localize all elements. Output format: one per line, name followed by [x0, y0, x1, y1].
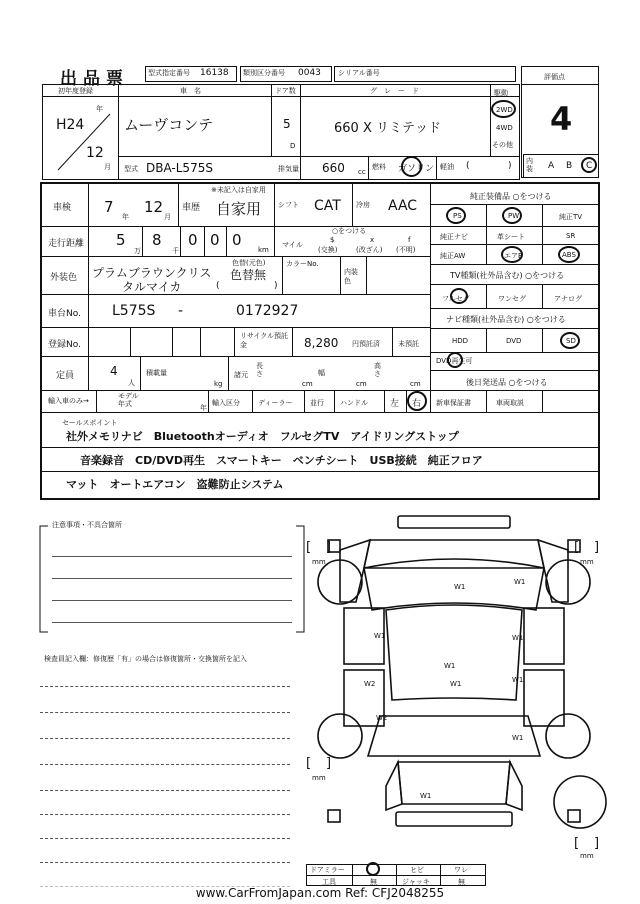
chassis-dash: - — [178, 303, 184, 319]
later-title: 後日発送品 ○をつける — [466, 378, 548, 387]
ac-label: 冷房 — [356, 201, 370, 209]
paren-open: ( — [466, 161, 470, 171]
color-label: 外装色 — [50, 273, 78, 283]
sym-x: x — [370, 236, 375, 244]
handle-right-circle — [407, 391, 427, 411]
dims-label: 諸元 — [234, 371, 248, 379]
type-label: 型式 — [124, 165, 138, 173]
footer-tools: 工具 — [322, 878, 336, 886]
equip-pw-circle — [502, 207, 522, 224]
color-name-1: プラムブラウンクリス — [92, 266, 212, 280]
tv-fullseg: フルセグ — [442, 295, 470, 303]
tv-title: TV種類(社外品含む) ○をつける — [450, 271, 565, 280]
recycle-deposited: 円預託済 — [352, 340, 380, 348]
model-spec-label: 型式指定番号 — [148, 69, 190, 77]
interior-c-circle — [581, 157, 597, 173]
mileage-label: 走行距離 — [48, 239, 85, 249]
mileage-digit-2: 8 — [152, 231, 162, 249]
class-no: 0043 — [298, 68, 321, 78]
equip-navi: 純正ナビ — [440, 233, 468, 241]
bracket-open: [ — [306, 540, 312, 555]
doors-value: 5 — [283, 117, 291, 131]
color-name-2: タルマイカ — [122, 280, 182, 294]
color-no-label: カラーNo. — [286, 260, 319, 268]
registration-label: 登録No. — [48, 340, 81, 350]
equipment-title: 純正装備品 ○をつける — [470, 192, 552, 201]
reki-value: 自家用 — [216, 200, 262, 218]
handle-label: ハンドル — [340, 399, 368, 407]
handle-right: 右 — [412, 399, 422, 409]
damage-mark: W1 — [512, 734, 524, 742]
damage-mark: W2 — [364, 680, 376, 688]
equip-airbag: エアB — [504, 252, 523, 260]
score-label: 評価点 — [544, 73, 565, 81]
mm-label: mm — [312, 558, 326, 566]
chassis-prefix: L575S — [112, 303, 156, 319]
equip-ps: PS — [453, 212, 462, 220]
sym-f: f — [408, 236, 411, 244]
car-name-label: 車 名 — [180, 87, 201, 95]
first-reg-month: 12 — [86, 145, 104, 161]
shaken-nen: 年 — [122, 213, 129, 221]
seats-unit: 人 — [128, 379, 135, 387]
serial-label: シリアル番号 — [338, 69, 380, 77]
damage-mark: W1 — [444, 662, 456, 670]
drive-other: その他 — [492, 141, 513, 149]
displacement-label: 排気量 — [278, 165, 299, 173]
load-label: 積載量 — [146, 369, 167, 377]
footer-mirror-circle — [366, 862, 380, 876]
equip-tv: 純正TV — [559, 213, 583, 221]
grade-value: 660 X リミテッド — [334, 121, 441, 136]
dvd-play-circle — [447, 352, 463, 368]
watermark: www.CarFromJapan.com Ref: CFJ2048255 — [0, 886, 640, 900]
damage-mark: W1 — [512, 676, 524, 684]
repaint-value: 色替無 — [230, 268, 267, 282]
drive-label: 駆動 — [494, 89, 508, 97]
damage-mark: W1 — [450, 680, 462, 688]
later-manual: 車両取説 — [496, 399, 524, 407]
reki-note: ※未記入は自家用 — [211, 186, 266, 194]
footer-crack: ヒビ — [410, 866, 424, 874]
damage-mark: W1 — [420, 792, 432, 800]
footer-dent: ワレ — [454, 866, 468, 874]
tv-oneseg: ワンセグ — [498, 295, 526, 303]
equip-ps-circle — [446, 207, 466, 224]
equip-pw: PW — [508, 212, 520, 220]
bracket-open: [ — [306, 756, 312, 771]
handle-left: 左 — [390, 399, 400, 409]
bracket-close: ] — [326, 756, 332, 771]
repaint-paren-open: ( — [216, 281, 220, 291]
fuel-gas-circle — [401, 156, 422, 177]
recycle-label: リサイクル預託金 — [240, 332, 289, 349]
mileage-exchange: (交換) — [318, 246, 338, 254]
bracket-close: ] — [326, 540, 332, 555]
tv-analog: アナログ — [554, 295, 582, 303]
bracket-open: [ — [574, 836, 580, 851]
nav-sd-circle — [560, 332, 580, 349]
damage-mark: W1 — [512, 634, 524, 642]
bracket-close: ] — [594, 540, 600, 555]
mile-label: マイル — [282, 241, 303, 249]
car-name: ムーヴコンテ — [124, 116, 214, 134]
damage-mark: W1 — [454, 583, 466, 591]
length-cm: cm — [302, 380, 313, 388]
seats-label: 定員 — [56, 371, 75, 381]
document-title: 出品票 — [60, 69, 129, 89]
shaken-label: 車検 — [53, 203, 72, 213]
footer-jack: ジャッキ — [402, 878, 430, 886]
mileage-digit-3: 0 — [188, 231, 198, 249]
sym-dollar: $ — [330, 236, 335, 244]
shaken-year: 7 — [104, 198, 114, 216]
fuel-label: 燃料 — [372, 163, 386, 171]
month-label: 月 — [104, 163, 111, 171]
equip-abs-circle — [558, 246, 580, 263]
sales-line-3: マット オートエアコン 盗難防止システム — [66, 478, 284, 491]
length-label: 長さ — [256, 362, 263, 378]
height-label: 高さ — [374, 362, 381, 378]
door-suffix: D — [290, 142, 296, 150]
model-year-nen: 年 — [200, 404, 207, 412]
sales-line-1: 社外メモリナビ Bluetoothオーディオ フルセグTV アイドリングストップ — [66, 430, 459, 443]
seats-value: 4 — [110, 364, 118, 378]
type-value: DBA-L575S — [146, 161, 213, 175]
height-cm: cm — [410, 380, 421, 388]
mileage-circle-note: ○をつける — [332, 227, 367, 235]
sales-label: セールスポイント — [62, 419, 118, 427]
nav-dvd: DVD — [506, 337, 522, 345]
interior-a: A — [548, 161, 555, 171]
first-reg-label: 初年度登録 — [58, 87, 93, 95]
mileage-man: 万 — [134, 247, 141, 255]
shift-value: CAT — [314, 198, 341, 214]
footer-tools-val: 無 — [370, 878, 377, 886]
chassis-number: 0172927 — [236, 303, 299, 319]
equip-leather: 革シート — [497, 233, 525, 241]
nav-sd: SD — [566, 337, 576, 345]
cc-unit: cc — [358, 168, 366, 176]
sales-line-2: 音楽録音 CD/DVD再生 スマートキー ベンチシート USB接続 純正フロア — [80, 454, 483, 467]
tv-fullseg-circle — [450, 288, 468, 304]
import-parallel: 並行 — [310, 399, 324, 407]
score-value: 4 — [550, 100, 573, 138]
drive-2wd-circle — [491, 100, 516, 118]
fuel-gas: ガソリン — [398, 164, 435, 174]
ac-value: AAC — [388, 198, 418, 214]
mm-label: mm — [312, 774, 326, 782]
interior-color-label: 内装色 — [344, 268, 358, 285]
nav-title: ナビ種類(社外品含む) ○をつける — [446, 315, 566, 324]
mileage-digit-1: 5 — [116, 231, 126, 249]
repaint-label: 色替(元色) — [232, 259, 266, 267]
width-cm: cm — [356, 380, 367, 388]
equip-sr: SR — [566, 232, 576, 240]
reki-label: 車歴 — [182, 203, 201, 213]
bracket-close: ] — [594, 836, 600, 851]
caution-bracket — [38, 524, 308, 636]
drive-2wd: 2WD — [496, 106, 513, 114]
mileage-unknown: (不明) — [396, 246, 416, 254]
import-category-label: 輸入区分 — [212, 399, 240, 407]
model-spec-no: 16138 — [200, 68, 229, 78]
import-label: 輸入車のみ→ — [48, 397, 89, 405]
bracket-open: [ — [574, 540, 580, 555]
interior-b: B — [566, 161, 573, 171]
equip-airbag-circle — [501, 246, 523, 263]
shift-label: シフト — [278, 201, 299, 209]
import-dealer: ディーラー — [258, 399, 293, 407]
footer-jack-val: 無 — [458, 878, 465, 886]
displacement-value: 660 — [322, 161, 345, 175]
damage-mark: W2 — [376, 714, 388, 722]
nav-hdd: HDD — [452, 337, 469, 345]
caution-label: 注意事項・不具合箇所 — [52, 521, 122, 529]
mm-label: mm — [580, 558, 594, 566]
mm-label: mm — [580, 852, 594, 860]
mileage-sen: 千 — [172, 247, 179, 255]
paren-close: ) — [508, 161, 512, 171]
width-label: 幅 — [318, 369, 325, 377]
first-reg-year: H24 — [56, 117, 85, 133]
later-warranty: 新車保証書 — [436, 399, 471, 407]
load-kg: kg — [214, 380, 223, 388]
mileage-tampered: (改ざん) — [356, 246, 383, 254]
doors-label: ドア数 — [275, 87, 296, 95]
model-year-label: モデル年式 — [118, 392, 139, 408]
equip-aw: 純正AW — [440, 252, 466, 260]
year-label: 年 — [96, 105, 103, 113]
interior-c: C — [586, 161, 593, 171]
damage-mark: W1 — [374, 632, 386, 640]
chassis-label: 車台No. — [48, 309, 81, 319]
shaken-month: 12 — [144, 198, 164, 216]
shaken-tsuki: 月 — [164, 213, 171, 221]
recycle-not-deposited: 未預託 — [398, 340, 419, 348]
grade-label: グ レ ー ド — [370, 87, 419, 95]
interior-label: 内装 — [526, 157, 533, 173]
recycle-amount: 8,280 — [304, 336, 339, 350]
mileage-digit-5: 0 — [232, 231, 242, 249]
diesel-label: 軽油 — [440, 163, 454, 171]
repaint-paren-close: ) — [274, 281, 278, 291]
mileage-km: km — [258, 246, 269, 254]
equip-abs: ABS — [562, 251, 576, 259]
dvd-play: DVD再生可 — [436, 357, 473, 365]
damage-mark: W1 — [514, 578, 526, 586]
footer-mirror: ドアミラー — [310, 866, 345, 874]
drive-4wd: 4WD — [496, 124, 513, 132]
class-label: 類別区分番号 — [243, 69, 285, 77]
mileage-digit-4: 0 — [210, 231, 220, 249]
inspector-label: 検査員記入欄：修復歴「有」の場合は修復箇所・交換箇所を記入 — [44, 655, 247, 663]
